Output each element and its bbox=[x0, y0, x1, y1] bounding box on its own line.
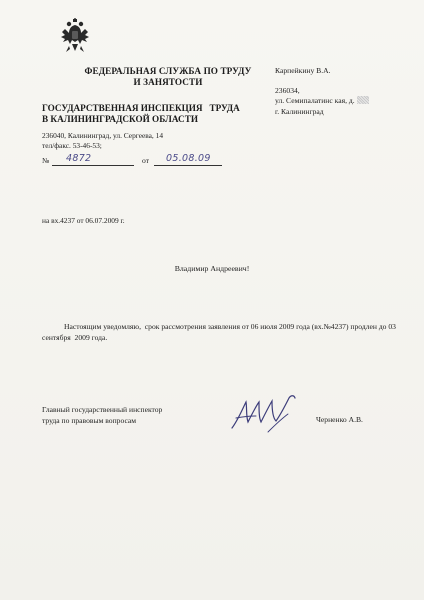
recipient-name: Карпейкину В.А. bbox=[275, 66, 331, 75]
position-line2: труда по правовым вопросам bbox=[42, 416, 137, 425]
org-name-block bbox=[68, 66, 268, 88]
incoming-reference: на вх.4237 от 06.07.2009 г. bbox=[42, 216, 125, 225]
date-label: от bbox=[142, 156, 150, 165]
inspection-name-line2: В КАЛИНИНГРАДСКОЙ ОБЛАСТИ bbox=[42, 114, 198, 124]
org-address-block bbox=[42, 131, 282, 151]
double-headed-eagle-emblem-icon bbox=[60, 18, 90, 54]
number-underline bbox=[52, 165, 134, 166]
org-phone: тел/факс. 53-46-53; bbox=[42, 141, 102, 150]
document-number-row bbox=[42, 150, 242, 168]
recipient-city: г. Калининград bbox=[275, 106, 324, 116]
signatory-position bbox=[42, 404, 212, 426]
recipient-postcode: 236034, bbox=[275, 85, 300, 95]
org-name-line1: ФЕДЕРАЛЬНАЯ СЛУЖБА ПО ТРУДУ bbox=[84, 66, 252, 76]
recipient-street-line bbox=[275, 96, 415, 107]
redacted-house-number bbox=[357, 96, 369, 104]
position-line1: Главный государственный инспектор bbox=[42, 405, 163, 414]
inspection-name-line1: ГОСУДАРСТВЕННАЯ ИНСПЕКЦИЯ ТРУДА bbox=[42, 103, 240, 113]
handwritten-date: 05.08.09 bbox=[166, 153, 211, 164]
org-address: 236040, Калининград, ул. Сергеева, 14 bbox=[42, 131, 164, 140]
salutation: Владимир Андреевич! bbox=[174, 264, 250, 273]
handwritten-number: 4872 bbox=[66, 153, 92, 164]
date-underline bbox=[154, 165, 222, 166]
org-name-line2: И ЗАНЯТОСТИ bbox=[133, 77, 203, 87]
number-label: № bbox=[42, 156, 50, 165]
recipient-street: ул. Семипалатинс кая, д. bbox=[275, 96, 355, 105]
letter-body: Настоящим уведомляю, срок рассмотрения заявления от 06 июля 2009 года (вх.№4237) продлен до 03 сентября 2009 года. bbox=[42, 322, 398, 342]
signer-name: Черненко А.В. bbox=[316, 415, 363, 424]
handwritten-signature-icon bbox=[228, 392, 308, 434]
recipient-block bbox=[275, 66, 415, 117]
inspection-name-block bbox=[42, 103, 282, 125]
